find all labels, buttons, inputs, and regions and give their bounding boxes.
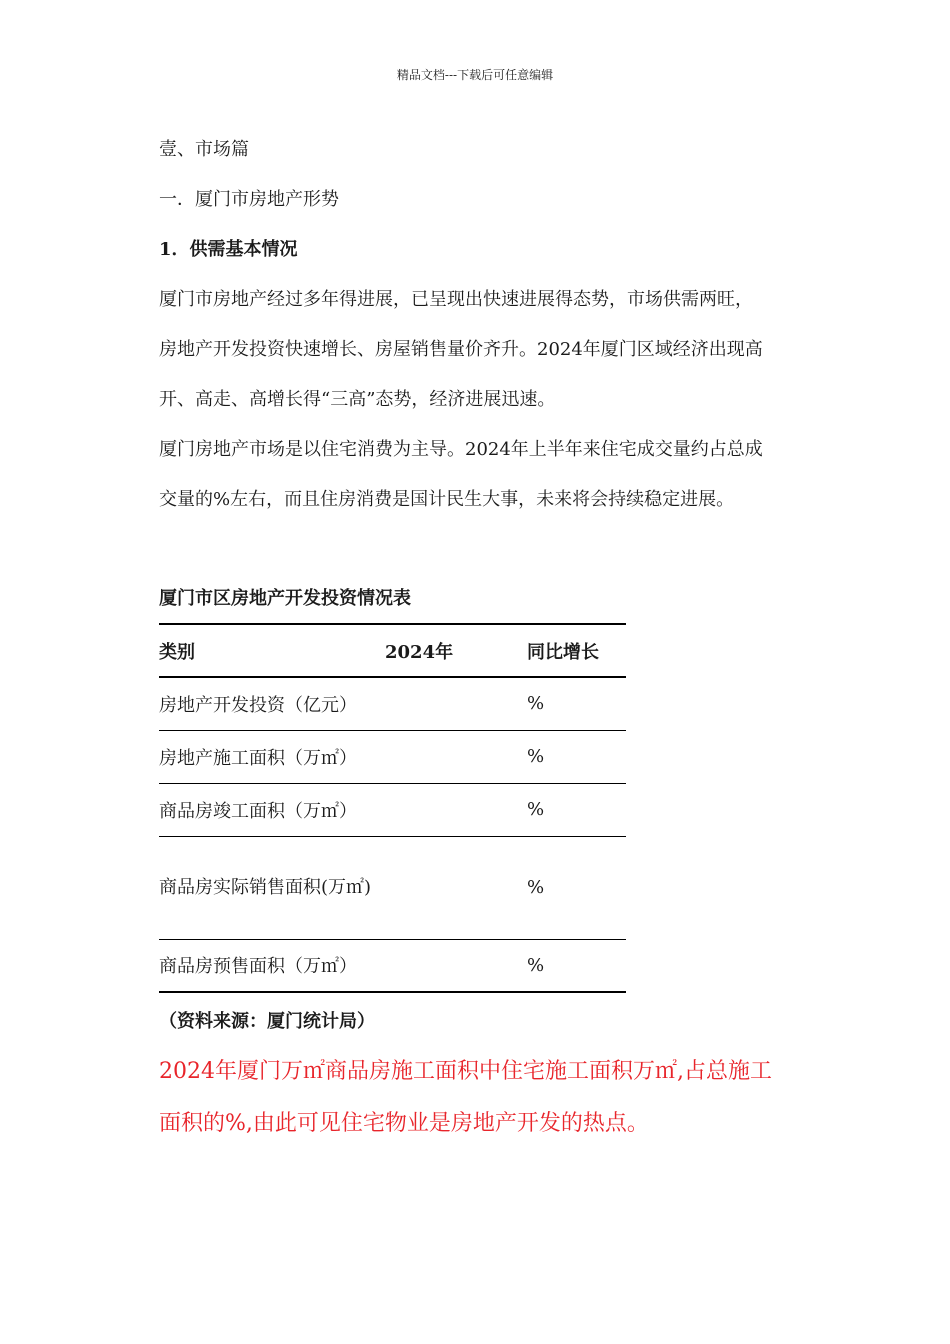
row-label: 商品房预售面积（万㎡） <box>159 956 357 978</box>
table-row <box>159 677 626 730</box>
row-growth: % <box>527 746 545 767</box>
row-growth: % <box>527 954 545 976</box>
row-value <box>385 836 527 939</box>
table-row <box>159 939 626 992</box>
subsection-title: 一．厦门市房地产形势 <box>159 189 339 210</box>
table-row <box>159 836 626 939</box>
table-row <box>159 730 626 783</box>
page-header: 精品文档---下载后可任意编辑 <box>396 68 554 82</box>
row-label: 商品房竣工面积（万㎡） <box>159 800 357 822</box>
row-value <box>385 783 527 836</box>
table-row <box>159 783 626 836</box>
investment-table <box>159 623 626 993</box>
heading-supply-demand: 1．供需基本情况 <box>159 239 298 260</box>
row-growth: % <box>527 877 545 898</box>
section-title: 壹、市场篇 <box>159 139 249 160</box>
row-value <box>385 939 527 992</box>
highlight-paragraph: 2024年厦门万㎡商品房施工面积中住宅施工面积万㎡,占总施工面积的%,由此可见住宅物业是房地产开发的热点。 <box>159 1059 772 1136</box>
table-header-row <box>159 624 626 677</box>
row-label: 房地产开发投资（亿元） <box>159 694 357 716</box>
header-year: 2024年 <box>385 641 454 663</box>
row-value <box>385 677 527 730</box>
table-title: 厦门市区房地产开发投资情况表 <box>159 588 411 609</box>
table-source: （资料来源：厦门统计局） <box>159 1011 375 1032</box>
header-category: 类别 <box>159 641 195 663</box>
paragraph-residential-consumption: 厦门房地产市场是以住宅消费为主导。2024年上半年来住宅成交量约占总成交量的%左右，而且住房消费是国计民生大事，未来将会持续稳定进展。 <box>159 439 763 510</box>
paragraph-market-overview: 厦门市房地产经过多年得进展，已呈现出快速进展得态势，市场供需两旺，房地产开发投资快速增长、房屋销售量价齐升。2024年厦门区域经济出现高开、高走、高增长得“三高”态势，经济进展迅速。 <box>159 289 763 410</box>
row-growth: % <box>527 799 545 820</box>
row-value <box>385 730 527 783</box>
row-label: 房地产施工面积（万㎡） <box>159 747 357 769</box>
header-growth: 同比增长 <box>527 641 599 663</box>
row-label: 商品房实际销售面积(万㎡) <box>159 876 372 898</box>
row-growth: % <box>527 693 545 715</box>
